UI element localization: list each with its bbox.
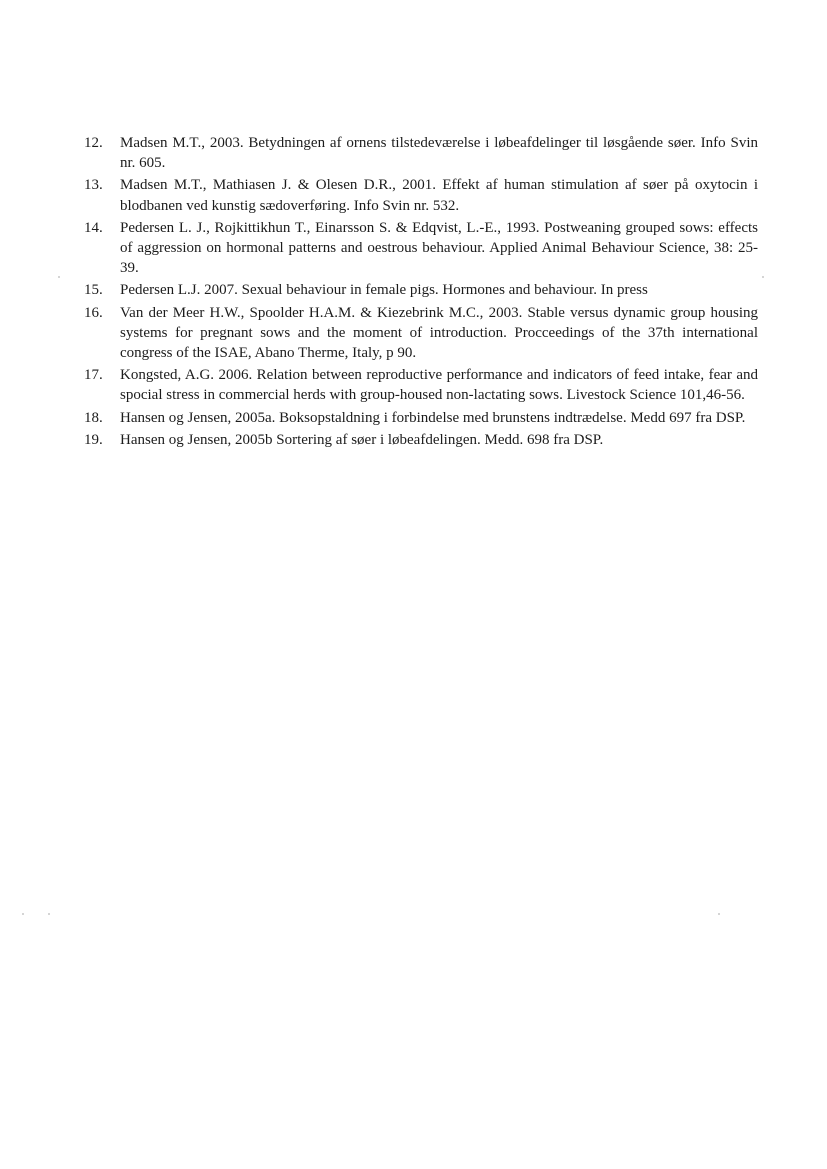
reference-number: 18. bbox=[84, 409, 103, 426]
reference-number: 15. bbox=[84, 282, 103, 299]
reference-text: Hansen og Jensen, 2005b Sortering af søer i løbeafdelingen. Medd. 698 fra DSP. bbox=[120, 431, 604, 448]
scan-speck bbox=[718, 913, 720, 915]
reference-number: 19. bbox=[84, 431, 103, 448]
reference-number: 14. bbox=[84, 219, 103, 236]
reference-number: 16. bbox=[84, 304, 103, 321]
scan-speck bbox=[48, 913, 50, 915]
reference-item bbox=[84, 280, 758, 300]
reference-item bbox=[84, 175, 758, 215]
reference-item bbox=[84, 408, 758, 428]
reference-item bbox=[84, 303, 758, 364]
reference-text: Pedersen L. J., Rojkittikhun T., Einarsson S. & Edqvist, L.-E., 1993. Postweaning grouped sows: effects of aggression on hormonal patterns and oestrous behaviour. Applied Animal Behaviour Science, 38: 25-39. bbox=[120, 219, 758, 277]
scan-speck bbox=[762, 276, 764, 278]
reference-text: Pedersen L.J. 2007. Sexual behaviour in female pigs. Hormones and behaviour. In press bbox=[120, 282, 648, 299]
scan-speck bbox=[58, 276, 60, 278]
reference-item bbox=[84, 430, 758, 450]
reference-item bbox=[84, 133, 758, 173]
reference-item bbox=[84, 218, 758, 279]
reference-list bbox=[84, 133, 758, 452]
reference-text: Madsen M.T., Mathiasen J. & Olesen D.R., 2001. Effekt af human stimulation af søer på oxytocin i blodbanen ved kunstig sædoverføring. Info Svin nr. 532. bbox=[120, 177, 758, 214]
reference-text: Hansen og Jensen, 2005a. Boksopstaldning i forbindelse med brunstens indtrædelse. Medd 697 fra DSP. bbox=[120, 409, 746, 426]
reference-text: Madsen M.T., 2003. Betydningen af ornens tilstedeværelse i løbeafdelinger til løsgående søer. Info Svin nr. 605. bbox=[120, 135, 758, 172]
reference-text: Van der Meer H.W., Spoolder H.A.M. & Kiezebrink M.C., 2003. Stable versus dynamic group housing systems for pregnant sows and the moment of introduction. Procceedings of the 37th international congress of the ISAE, Abano Therme, Italy, p 90. bbox=[120, 304, 758, 362]
reference-text: Kongsted, A.G. 2006. Relation between reproductive performance and indicators of feed intake, fear and spocial stress in commercial herds with group-housed non-lactating sows. Livestock Science 101,46-56. bbox=[120, 367, 758, 404]
reference-item bbox=[84, 365, 758, 405]
reference-number: 13. bbox=[84, 177, 103, 194]
reference-number: 12. bbox=[84, 135, 103, 151]
scan-speck bbox=[22, 913, 24, 915]
reference-number: 17. bbox=[84, 367, 103, 384]
